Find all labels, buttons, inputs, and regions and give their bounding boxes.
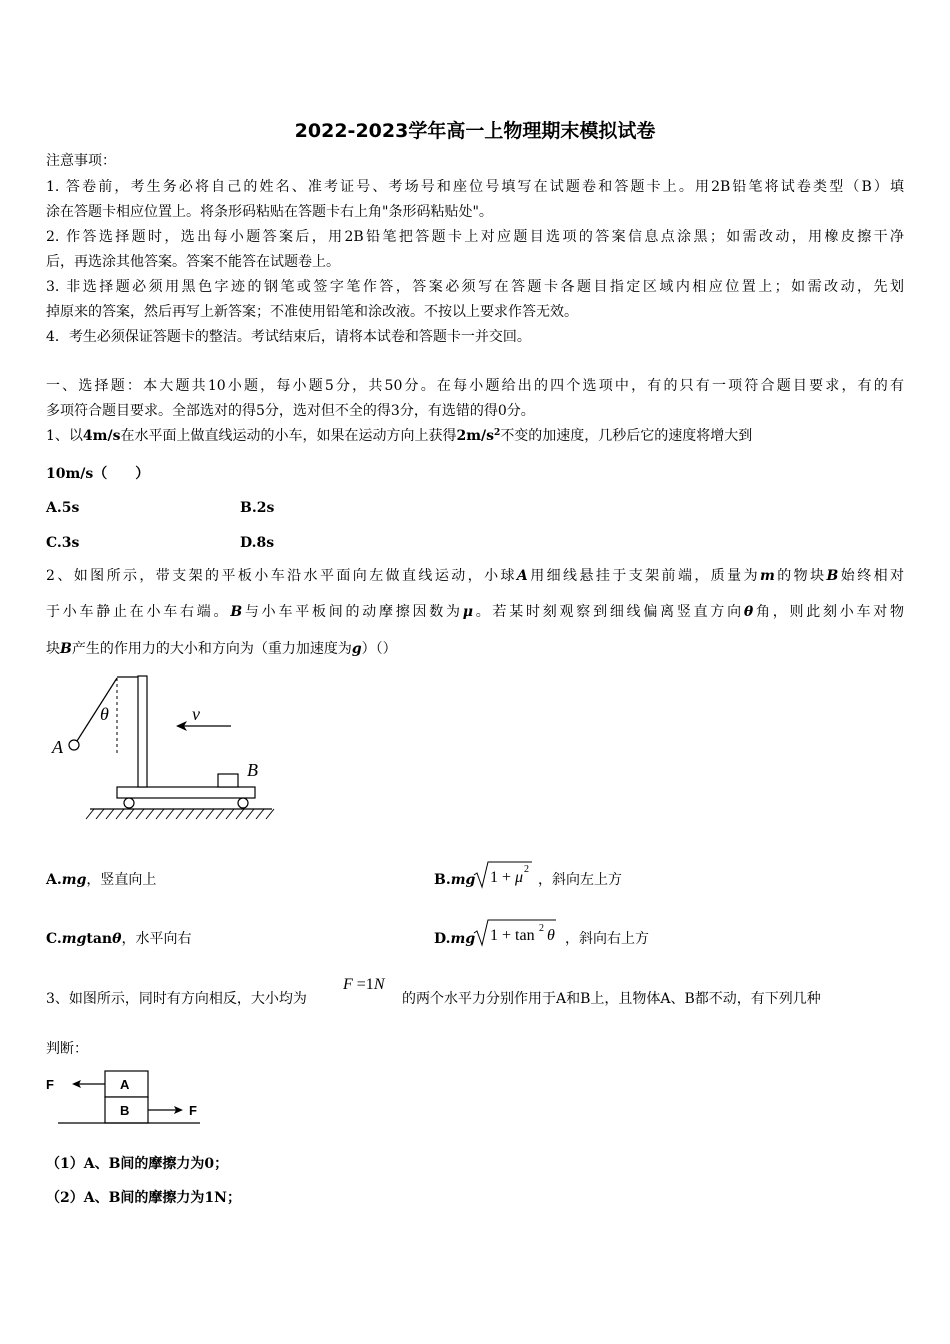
cart-board	[117, 787, 255, 798]
q3-blocks-figure	[44, 1068, 204, 1128]
label-v: v	[192, 704, 200, 724]
label-b: B	[247, 760, 258, 780]
q2-option-d[interactable]: D.mg	[434, 931, 476, 947]
section-intro-line-1: 一、选择题：本大题共10小题，每小题5分，共50分。在每小题给出的四个选项中，有的只有一项符合题目要求，有的有	[46, 378, 904, 394]
cart-wheel-right	[238, 798, 248, 808]
q2-option-c[interactable]: C.mgtanθ，水平向右	[46, 931, 192, 947]
q1-option-c[interactable]: C.3s	[46, 535, 80, 551]
label-theta: θ	[100, 704, 109, 724]
q1-stem: 1、以4m/s在水平面上做直线运动的小车，如果在运动方向上获得$2m/s^2$不变的加速度，几秒后它的速度将增大到	[46, 428, 753, 444]
block-b	[218, 774, 238, 787]
notice-line-1: 1. 答卷前，考生务必将自己的姓名、准考证号、考场号和座位号填写在试题卷和答题卡上。用2B铅笔将试卷类型（B）填	[46, 179, 904, 195]
label-box-b: B	[120, 1103, 130, 1118]
q2-stem-line-3: 块B产生的作用力的大小和方向为（重力加速度为g）（）	[46, 641, 397, 657]
string-line	[77, 678, 117, 741]
q1-option-d[interactable]: D.8s	[240, 535, 275, 551]
q2-stem-line-1: 2、如图所示，带支架的平板小车沿水平面向左做直线运动，小球A用细线悬挂于支架前端，质量为m的物块B始终相对	[46, 568, 905, 584]
q2-option-b-suffix: ，斜向左上方	[538, 872, 622, 888]
notice-line-3: 2. 作答选择题时，选出每小题答案后，用2B铅笔把答题卡上对应题目选项的答案信息点涂黑；如需改动，用橡皮擦干净	[46, 229, 904, 245]
radicand-b-exponent: 2	[524, 864, 529, 875]
radicand-d: 1 + tan	[490, 927, 535, 944]
ground-hatching	[86, 809, 274, 819]
cart-wheel-left	[124, 798, 134, 808]
q3-judgment-1: （1）A、B间的摩擦力为0；	[46, 1156, 229, 1172]
label-f-left: F	[46, 1077, 54, 1092]
q1-option-a[interactable]: A.5s	[46, 500, 80, 516]
q2-option-b[interactable]: B.mg	[434, 872, 476, 888]
section-intro-line-2: 多项符合题目要求。全部选对的得5分，选对但不全的得3分，有选错的得0分。	[46, 403, 535, 419]
q2-cart-figure	[40, 668, 290, 828]
notice-line-6: 掉原来的答案，然后再写上新答案；不准使用铅笔和涂改液。不按以上要求作答无效。	[46, 304, 578, 320]
label-a: A	[52, 737, 63, 757]
notice-line-2: 涂在答题卡相应位置上。将条形码粘贴在答题卡右上角"条形码粘贴处"。	[46, 204, 493, 220]
radicand-d-var: θ	[547, 927, 555, 944]
q2-option-a[interactable]: A.mg，竖直向上	[46, 872, 157, 888]
label-f-right: F	[189, 1103, 197, 1118]
q2-stem-line-2: 于小车静止在小车右端。B与小车平板间的动摩擦因数为μ。若某时刻观察到细线偏离竖直方向θ角，则此刻小车对物	[46, 604, 905, 620]
notice-line-7: 4．考生必须保证答题卡的整洁。考试结束后，请将本试卷和答题卡一并交回。	[46, 329, 531, 345]
notice-line-4: 后，再选涂其他答案。答案不能答在试题卷上。	[46, 254, 340, 270]
q2-option-b-radical	[472, 860, 536, 890]
q3-stem-part-2: 的两个水平力分别作用于A和B上，且物体A、B都不动，有下列几种	[402, 991, 821, 1007]
q3-formula: F =1N	[343, 976, 385, 993]
notice-line-5: 3. 非选择题必须用黑色字迹的钢笔或签字笔作答，答案必须写在答题卡各题目指定区域内相应位置上；如需改动，先划	[46, 279, 904, 295]
notice-heading: 注意事项：	[46, 153, 116, 169]
page-title: 2022-2023学年高一上物理期末模拟试卷	[294, 120, 656, 142]
ball-a	[69, 740, 79, 750]
q1-stem-line-2: 10m/s（ ）	[46, 466, 150, 482]
q3-stem-line-2: 判断：	[46, 1041, 88, 1057]
radicand-d-exponent: 2	[539, 923, 544, 934]
q1-option-b[interactable]: B.2s	[240, 500, 275, 516]
q3-stem-part-1: 3、如图所示，同时有方向相反，大小均为	[46, 991, 307, 1007]
label-box-a: A	[120, 1077, 130, 1092]
q2-option-d-radical	[472, 918, 564, 948]
radicand-b: 1 + μ	[490, 869, 524, 886]
q3-judgment-2: （2）A、B间的摩擦力为1N；	[46, 1190, 241, 1206]
q2-option-d-suffix: ，斜向右上方	[565, 931, 649, 947]
support-pole	[138, 676, 147, 787]
